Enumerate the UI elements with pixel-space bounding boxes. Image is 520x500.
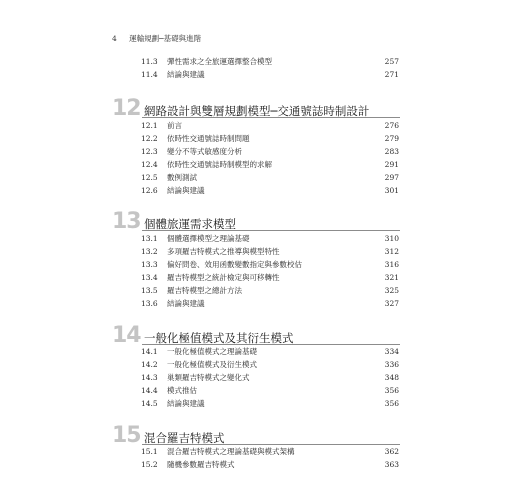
section-page: 276 <box>384 121 399 130</box>
toc-entry <box>141 398 399 410</box>
section-title: 隨機參數羅吉特模式 <box>167 460 235 469</box>
section-title: 結論與建議 <box>167 299 205 308</box>
chapter-divider <box>142 117 400 118</box>
toc-entry <box>141 285 399 297</box>
section-title: 巢類羅吉特模式之變化式 <box>167 373 250 382</box>
chapter-heading-13 <box>112 209 236 234</box>
toc-entry <box>141 246 399 258</box>
toc-entry <box>141 172 399 184</box>
section-number: 14.5 <box>141 399 158 408</box>
section-title: 結論與建議 <box>167 70 205 79</box>
book-title: 運輸規劃─基礎與進階 <box>129 34 202 43</box>
chapter-divider <box>142 230 400 231</box>
section-page: 356 <box>384 399 399 408</box>
section-number: 12.3 <box>141 147 158 156</box>
section-page: 327 <box>384 299 399 308</box>
section-title: 羅吉特模型之總計方法 <box>167 286 242 295</box>
section-page: 283 <box>384 147 399 156</box>
section-number: 13.4 <box>141 273 158 282</box>
chapter-number: 15 <box>112 423 141 448</box>
section-page: 271 <box>384 70 399 79</box>
toc-entry <box>141 385 399 397</box>
toc-entry <box>141 159 399 171</box>
section-page: 336 <box>384 360 399 369</box>
section-number: 14.3 <box>141 373 158 382</box>
section-number: 12.5 <box>141 173 158 182</box>
chapter-number: 14 <box>112 323 141 348</box>
chapter-title: 一般化極值模式及其衍生模式 <box>144 331 294 345</box>
section-page: 356 <box>384 386 399 395</box>
section-page: 334 <box>384 347 399 356</box>
section-page: 257 <box>384 57 399 66</box>
toc-entry <box>141 372 399 384</box>
chapter-heading-15 <box>112 423 225 448</box>
section-number: 12.2 <box>141 134 158 143</box>
section-title: 一般化極值模式及衍生模式 <box>167 360 257 369</box>
toc-entry <box>141 346 399 358</box>
section-number: 13.6 <box>141 299 158 308</box>
section-page: 291 <box>384 160 399 169</box>
chapter-heading-14 <box>112 323 294 348</box>
chapter-number: 12 <box>112 96 141 121</box>
running-header <box>112 33 201 44</box>
section-title: 彈性需求之全旅運選擇整合模型 <box>167 57 272 66</box>
toc-entry <box>141 298 399 310</box>
chapter-number: 13 <box>112 209 141 234</box>
section-title: 混合羅吉特模式之理論基礎與模式架構 <box>167 447 295 456</box>
section-page: 321 <box>384 273 399 282</box>
toc-entry <box>141 259 399 271</box>
section-title: 前言 <box>167 121 182 130</box>
toc-entry <box>141 272 399 284</box>
section-page: 363 <box>384 460 399 469</box>
chapter-divider <box>142 444 400 445</box>
section-number: 11.4 <box>141 70 158 79</box>
section-number: 13.5 <box>141 286 158 295</box>
section-number: 12.4 <box>141 160 158 169</box>
section-number: 14.2 <box>141 360 158 369</box>
section-title: 依時性交通號誌時制模型的求解 <box>167 160 272 169</box>
section-title: 羅吉特模型之統計檢定與可移轉性 <box>167 273 280 282</box>
section-page: 362 <box>384 447 399 456</box>
section-page: 312 <box>384 247 399 256</box>
chapter-title: 混合羅吉特模式 <box>144 431 225 445</box>
page-number: 4 <box>112 34 117 43</box>
toc-entry <box>141 233 399 245</box>
section-number: 14.1 <box>141 347 158 356</box>
section-title: 個體選擇模型之理論基礎 <box>167 234 250 243</box>
section-title: 偏好問卷、效用函數變數指定與參數校估 <box>167 260 302 269</box>
section-page: 279 <box>384 134 399 143</box>
section-number: 14.4 <box>141 386 158 395</box>
section-page: 301 <box>384 186 399 195</box>
section-number: 12.6 <box>141 186 158 195</box>
section-page: 325 <box>384 286 399 295</box>
toc-entry <box>141 120 399 132</box>
chapter-title: 個體旅運需求模型 <box>144 217 236 231</box>
section-number: 15.1 <box>141 447 158 456</box>
section-number: 13.1 <box>141 234 158 243</box>
toc-entry <box>141 185 399 197</box>
section-title: 結論與建議 <box>167 399 205 408</box>
section-page: 297 <box>384 173 399 182</box>
toc-entry <box>141 69 399 81</box>
toc-entry <box>141 133 399 145</box>
section-number: 13.2 <box>141 247 158 256</box>
section-number: 15.2 <box>141 460 158 469</box>
section-title: 依時性交通號誌時制問題 <box>167 134 250 143</box>
toc-entry <box>141 359 399 371</box>
section-title: 模式推估 <box>167 386 197 395</box>
chapter-title: 網路設計與雙層規劃模型─交通號誌時制設計 <box>144 104 370 118</box>
toc-entry <box>141 446 399 458</box>
section-title: 一般化極值模式之理論基礎 <box>167 347 257 356</box>
toc-entry <box>141 146 399 158</box>
section-number: 12.1 <box>141 121 158 130</box>
section-page: 348 <box>384 373 399 382</box>
section-title: 變分不等式敏感度分析 <box>167 147 242 156</box>
section-title: 數例測試 <box>167 173 197 182</box>
section-title: 結論與建議 <box>167 186 205 195</box>
toc-entry <box>141 56 399 68</box>
section-page: 316 <box>384 260 399 269</box>
chapter-heading-12 <box>112 96 370 121</box>
section-number: 11.3 <box>141 57 158 66</box>
section-page: 310 <box>384 234 399 243</box>
section-title: 多項羅吉特模式之推導與模型特性 <box>167 247 280 256</box>
section-number: 13.3 <box>141 260 158 269</box>
chapter-divider <box>142 344 400 345</box>
toc-entry <box>141 459 399 471</box>
